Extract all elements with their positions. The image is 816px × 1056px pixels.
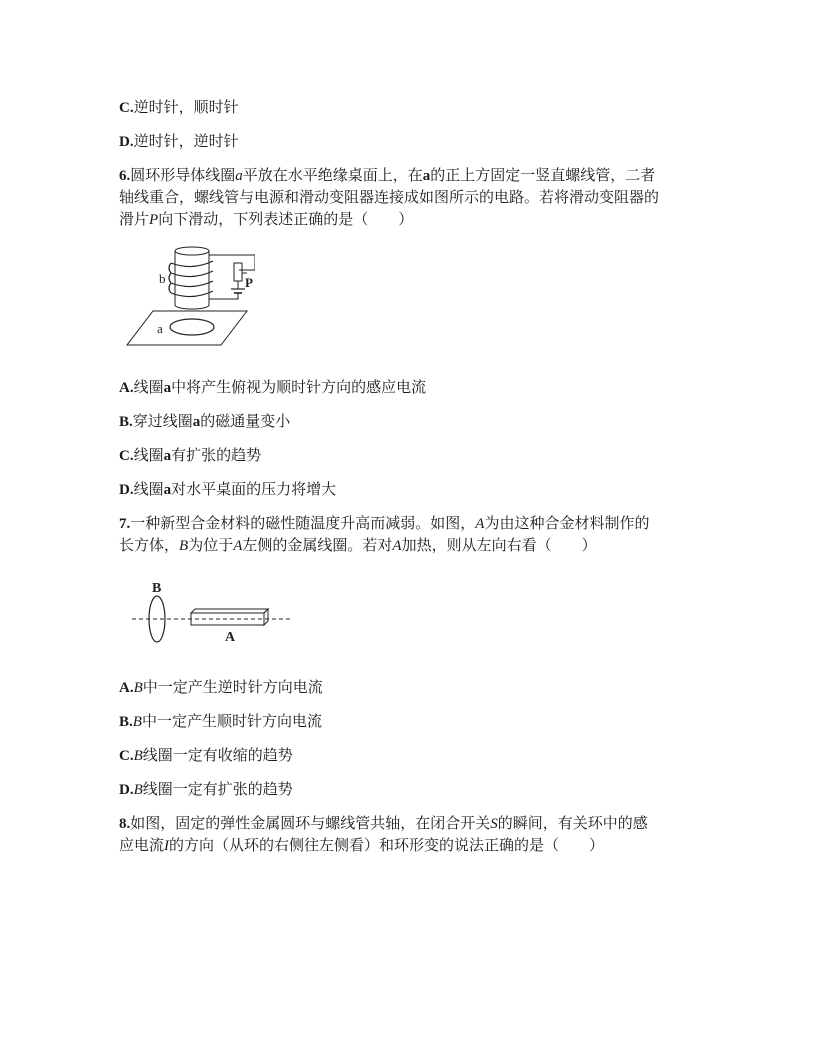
q7-stem-line2 xyxy=(119,534,709,557)
option-text: 中将产生俯视为顺时针方向的感应电流 xyxy=(171,378,427,396)
variable: S xyxy=(490,816,498,832)
stem-text: 左侧的金属线圈。若对 xyxy=(242,536,393,554)
variable: B xyxy=(133,782,143,798)
variable: B xyxy=(133,680,143,696)
variable: a xyxy=(163,482,172,498)
option-c-prev xyxy=(119,96,709,119)
stem-text: 长方体， xyxy=(119,536,180,554)
option-text: 线圈一定有扩张的趋势 xyxy=(142,780,293,798)
option-d-prev xyxy=(119,130,709,153)
option-label: C. xyxy=(119,100,134,116)
option-text: 对水平桌面的压力将增大 xyxy=(171,480,337,498)
option-text: 的磁通量变小 xyxy=(200,412,291,430)
stem-text: 的方向（从环的右侧往左侧看）和环形变的说法正确的是（ ） xyxy=(169,836,605,854)
variable: a xyxy=(163,380,172,396)
option-label: D. xyxy=(119,134,134,150)
option-text: 线圈 xyxy=(133,378,164,396)
q7-option-b xyxy=(119,710,709,733)
stem-text: 为由这种合金材料制作的 xyxy=(484,514,650,532)
solenoid-top xyxy=(175,247,209,255)
solenoid-coil xyxy=(169,261,213,297)
table-plane xyxy=(127,311,247,345)
q6-stem-line3 xyxy=(119,208,709,231)
stem-text: 一种新型合金材料的磁性随温度升高而减弱。如图， xyxy=(130,514,476,532)
option-text: 穿过线圈 xyxy=(132,412,193,430)
circuit-wire-bottom xyxy=(209,293,238,299)
q6-option-a xyxy=(119,376,709,399)
stem-text: 向下滑动，下列表述正确的是（ ） xyxy=(158,210,414,228)
option-text: 中一定产生顺时针方向电流 xyxy=(141,712,322,730)
stem-text: 为位于 xyxy=(188,536,234,554)
variable: a xyxy=(235,168,243,184)
option-label: D. xyxy=(119,782,134,798)
variable: a xyxy=(192,414,201,430)
variable: B xyxy=(132,714,142,730)
variable: P xyxy=(149,212,159,228)
variable: A xyxy=(475,516,485,532)
question-number: 8. xyxy=(119,816,131,832)
coil-bar-figure xyxy=(130,578,295,648)
circuit-wire-top xyxy=(209,255,255,270)
q7-option-d xyxy=(119,778,709,801)
label-b: b xyxy=(159,271,166,286)
stem-text: 圆环形导体线圈 xyxy=(130,166,236,184)
option-label: A. xyxy=(119,680,134,696)
bar-a-side xyxy=(264,609,268,625)
option-text: 有扩张的趋势 xyxy=(171,446,262,464)
q7-stem-line1 xyxy=(119,512,709,535)
stem-text: 轴线重合，螺线管与电源和滑动变阻器连接成如图所示的电路。若将滑动变阻器的 xyxy=(119,188,660,206)
label-a: A xyxy=(225,630,236,645)
option-label: B. xyxy=(119,714,133,730)
stem-text: 应电流 xyxy=(119,836,165,854)
rheostat xyxy=(234,263,242,281)
q6-stem-line2 xyxy=(119,186,709,208)
option-label: B. xyxy=(119,414,133,430)
ring-a xyxy=(170,319,214,335)
option-label: A. xyxy=(119,380,134,396)
q7-option-a xyxy=(119,676,709,699)
stem-text: 滑片 xyxy=(119,210,150,228)
option-label: D. xyxy=(119,482,134,498)
q6-option-b xyxy=(119,410,709,433)
stem-text: 的瞬间，有关环中的感 xyxy=(497,814,648,832)
stem-text: 加热，则从左向右看（ ） xyxy=(401,536,597,554)
q8-stem-line2 xyxy=(119,834,709,857)
variable: A xyxy=(392,538,402,554)
variable: B xyxy=(179,538,189,554)
option-text: 线圈一定有收缩的趋势 xyxy=(142,746,293,764)
option-label: C. xyxy=(119,748,134,764)
option-text: 逆时针，顺时针 xyxy=(133,98,239,116)
variable: I xyxy=(164,838,170,854)
label-p: P xyxy=(245,275,253,290)
variable: a xyxy=(422,168,431,184)
option-text: 线圈 xyxy=(133,480,164,498)
option-text: 逆时针，逆时针 xyxy=(133,132,239,150)
q6-stem-line1 xyxy=(119,164,709,187)
q8-stem-line1 xyxy=(119,812,709,835)
solenoid-bottom xyxy=(175,305,209,309)
label-b: B xyxy=(152,581,162,596)
q7-option-c xyxy=(119,744,709,767)
q6-option-c xyxy=(119,444,709,467)
option-text: 中一定产生逆时针方向电流 xyxy=(142,678,323,696)
variable: a xyxy=(163,448,172,464)
question-number: 6. xyxy=(119,168,131,184)
question-number: 7. xyxy=(119,516,131,532)
solenoid-ring-figure xyxy=(125,243,255,348)
option-label: C. xyxy=(119,448,134,464)
label-a: a xyxy=(157,321,163,336)
option-text: 线圈 xyxy=(133,446,164,464)
stem-text: 的正上方固定一竖直螺线管，二者 xyxy=(430,166,656,184)
bar-a-top xyxy=(191,609,268,613)
q6-option-d xyxy=(119,478,709,501)
stem-text: 如图，固定的弹性金属圆环与螺线管共轴，在闭合开关 xyxy=(130,814,491,832)
variable: A xyxy=(233,538,243,554)
variable: B xyxy=(133,748,143,764)
stem-text: 平放在水平绝缘桌面上，在 xyxy=(242,166,423,184)
